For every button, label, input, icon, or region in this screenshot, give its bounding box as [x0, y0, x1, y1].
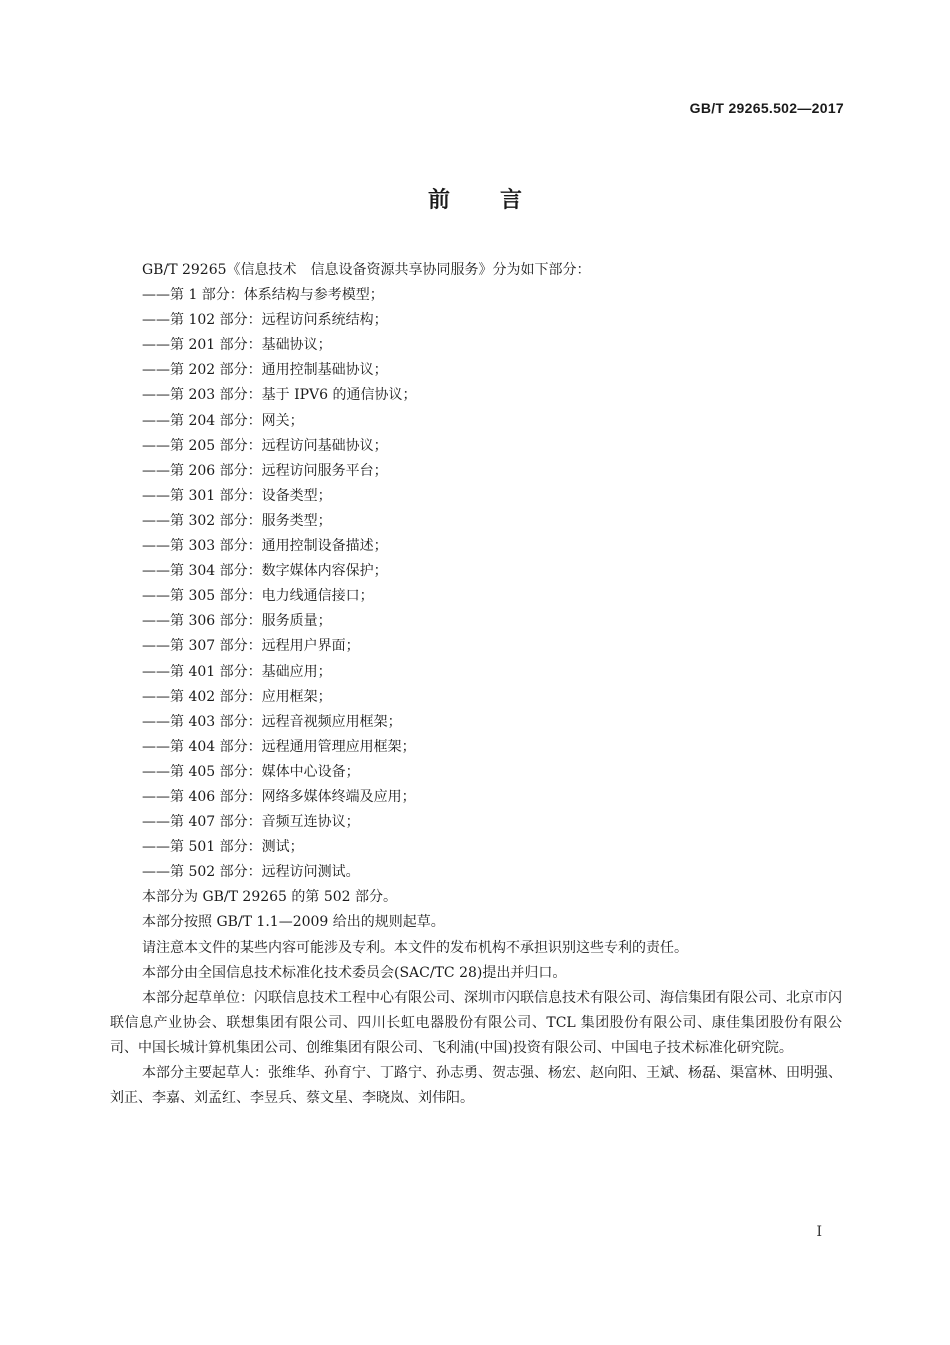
part-list-item: ——第 202 部分：通用控制基础协议；: [142, 362, 388, 379]
part-list-item: ——第 406 部分：网络多媒体终端及应用；: [142, 788, 416, 805]
part-list-item: ——第 305 部分：电力线通信接口；: [142, 588, 374, 605]
page-number: I: [816, 1224, 822, 1240]
parts-list: [110, 283, 842, 885]
part-list-item: ——第 405 部分：媒体中心设备；: [142, 763, 360, 780]
part-list-item: ——第 307 部分：远程用户界面；: [142, 638, 360, 655]
part-list-item: ——第 306 部分：服务质量；: [142, 613, 332, 630]
part-list-item: ——第 402 部分：应用框架；: [142, 688, 332, 705]
part-list-item: ——第 1 部分：体系结构与参考模型；: [142, 287, 384, 304]
part-list-item: ——第 206 部分：远程访问服务平台；: [142, 462, 388, 479]
part-list-item: ——第 301 部分：设备类型；: [142, 487, 332, 504]
drafting-units-paragraph: 本部分起草单位：闪联信息技术工程中心有限公司、深圳市闪联信息技术有限公司、海信集团有限公司、北京市闪联信息产业协会、联想集团有限公司、四川长虹电器股份有限公司、TCL 集团股份有限公司、康佳集团股份有限公司、中国长城计算机集团公司、创维集团有限公司、飞利浦(中国)投资有限公司、中国电子技术标准化研究院。: [110, 989, 842, 1056]
part-list-item: ——第 204 部分：网关；: [142, 412, 304, 429]
part-list-item: ——第 205 部分：远程访问基础协议；: [142, 437, 388, 454]
part-list-item: ——第 304 部分：数字媒体内容保护；: [142, 563, 388, 580]
part-of-statement: 本部分为 GB/T 29265 的第 502 部分。: [142, 889, 398, 906]
part-list-item: ——第 303 部分：通用控制设备描述；: [142, 538, 388, 555]
patent-notice: 请注意本文件的某些内容可能涉及专利。本文件的发布机构不承担识别这些专利的责任。: [142, 939, 688, 956]
part-list-item: ——第 201 部分：基础协议；: [142, 337, 332, 354]
part-list-item: ——第 302 部分：服务类型；: [142, 512, 332, 529]
part-list-item: ——第 501 部分：测试；: [142, 839, 304, 856]
intro-paragraph: GB/T 29265《信息技术 信息设备资源共享协同服务》分为如下部分：: [142, 262, 591, 278]
drafting-rules-statement: 本部分按照 GB/T 1.1—2009 给出的规则起草。: [142, 914, 445, 931]
document-body: [110, 258, 842, 1111]
part-list-item: ——第 203 部分：基于 IPV6 的通信协议；: [142, 387, 417, 404]
proposer-statement: 本部分由全国信息技术标准化技术委员会(SAC/TC 28)提出并归口。: [142, 964, 567, 981]
page-title: 前言: [427, 188, 572, 213]
part-list-item: ——第 403 部分：远程音视频应用框架；: [142, 713, 402, 730]
part-list-item: ——第 102 部分：远程访问系统结构；: [142, 312, 388, 329]
part-list-item: ——第 502 部分：远程访问测试。: [142, 864, 360, 881]
part-list-item: ——第 407 部分：音频互连协议；: [142, 814, 360, 831]
part-list-item: ——第 401 部分：基础应用；: [142, 663, 332, 680]
standard-code: GB/T 29265.502—2017: [689, 100, 844, 116]
drafters-paragraph: 本部分主要起草人：张维华、孙育宁、丁路宁、孙志勇、贺志强、杨宏、赵向阳、王斌、杨磊、渠富林、田明强、刘正、李嘉、刘孟红、李昱兵、蔡文星、李晓岚、刘伟阳。: [110, 1065, 842, 1107]
part-list-item: ——第 404 部分：远程通用管理应用框架；: [142, 738, 416, 755]
